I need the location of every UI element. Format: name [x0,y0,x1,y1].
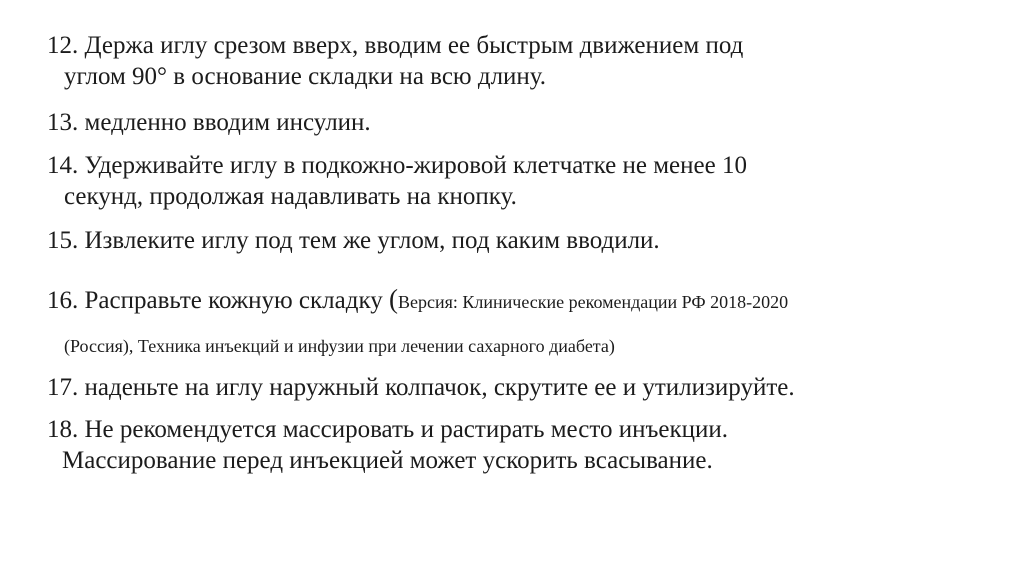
step-14-line-1: 14. Удерживайте иглу в подкожно-жировой клетчатке не менее 10 [47,152,747,179]
step-17 [47,372,997,403]
step-12-line-2: углом 90° в основание складки на всю длину. [64,63,547,90]
step-15 [47,225,997,256]
step-15-line-1: 15. Извлеките иглу под тем же углом, под каким вводили. [47,227,660,254]
step-18-line-1: 18. Не рекомендуется массировать и растирать место инъекции. [47,416,729,443]
step-16-line-1 [47,284,997,318]
step-13 [47,107,997,138]
step-18-line-2: Массирование перед инъекцией может ускорить всасывание. [62,447,713,474]
step-14-line-2: секунд, продолжая надавливать на кнопку. [64,183,517,210]
step-16-main-text: 16. Расправьте кожную складку [47,287,390,314]
step-16-line-2: (Россия), Техника инъекций и инфузии при лечении сахарного диабета) [64,336,615,356]
step-13-line-1: 13. медленно вводим инсулин. [47,109,371,136]
step-16-paren-open: ( [389,284,399,314]
step-12 [47,30,997,92]
step-12-line-1: 12. Держа иглу срезом вверх, вводим ее быстрым движением под [47,32,744,59]
step-14 [47,150,997,212]
step-16-note: Версия: Клинические рекомендации РФ 2018-2020 [398,292,789,312]
step-16 [47,284,997,362]
step-18 [47,414,997,476]
step-17-line-1: 17. наденьте на иглу наружный колпачок, скрутите ее и утилизируйте. [47,374,795,401]
